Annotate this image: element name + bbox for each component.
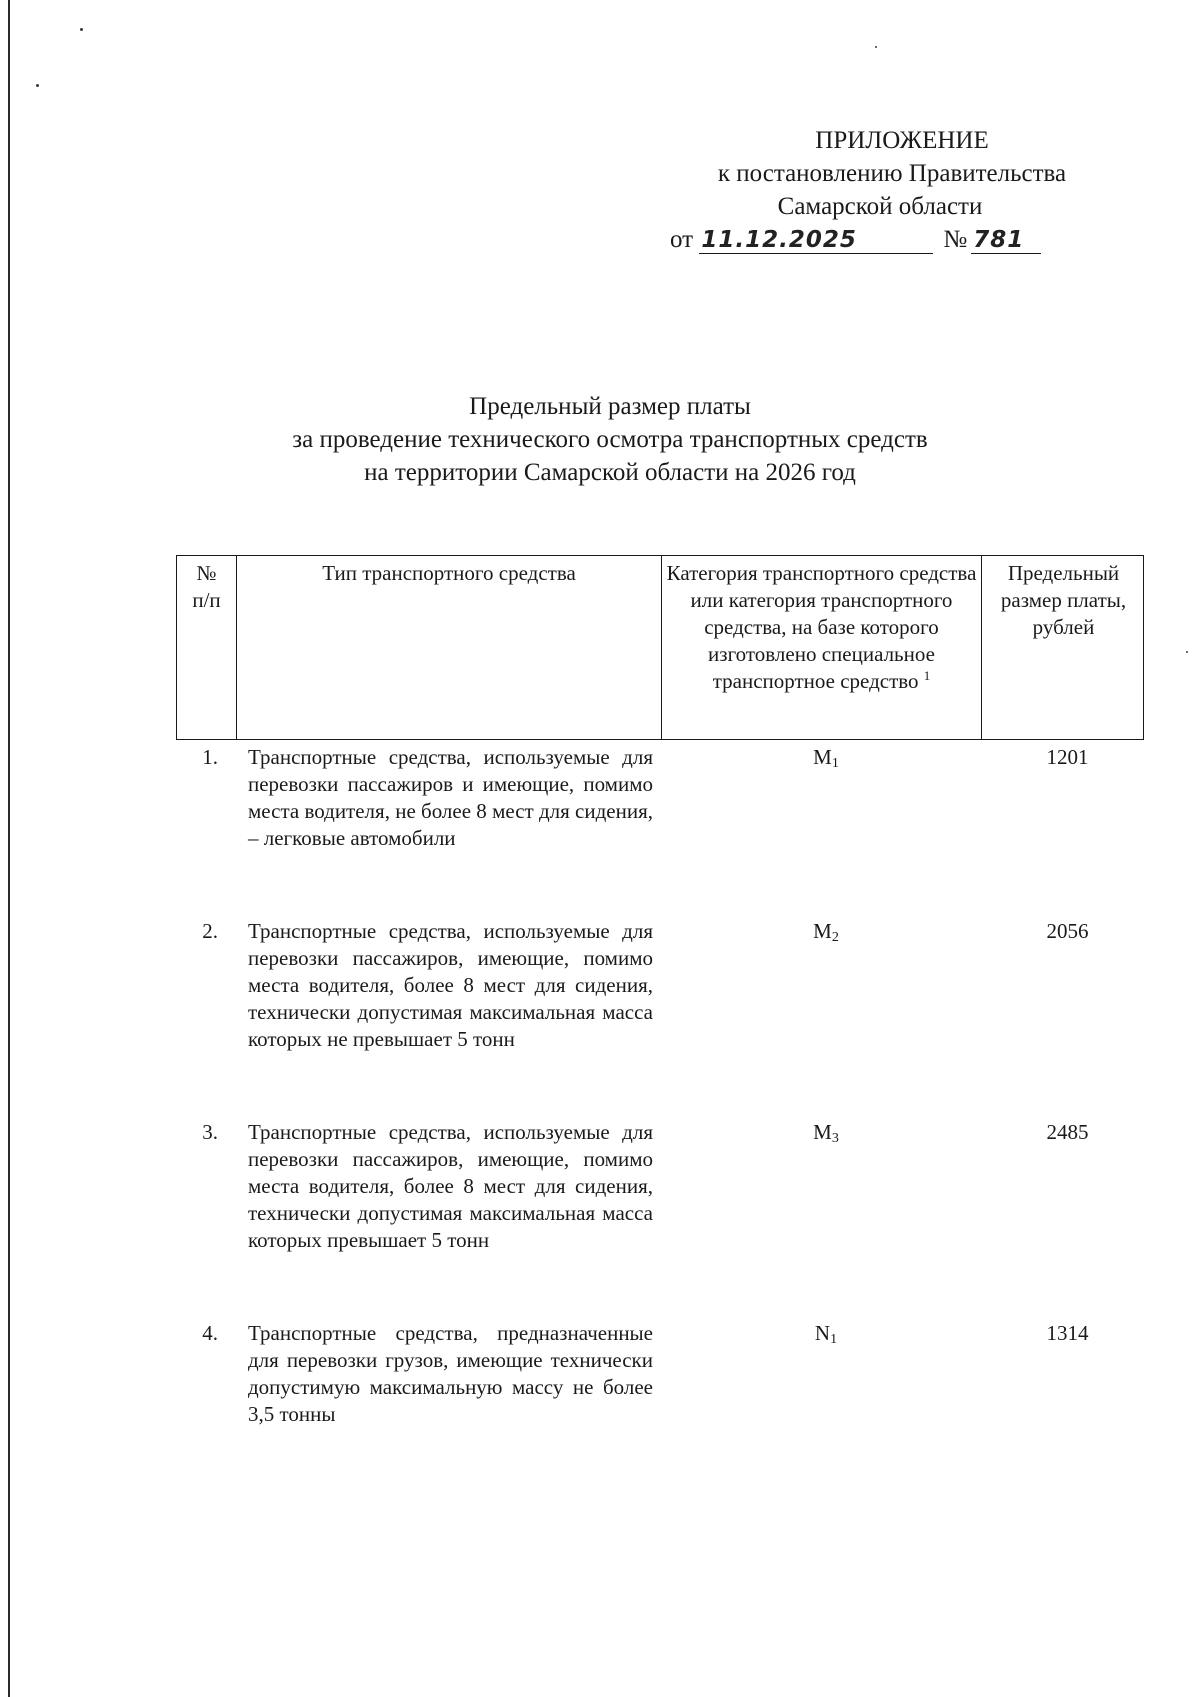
appendix-reference: к постановлению Правительства [717, 160, 1067, 187]
date-prefix: от [670, 226, 694, 253]
title-line-1: Предельный размер платы [469, 393, 751, 420]
table-row [176, 918, 1144, 1115]
handwritten-number: 781 [971, 227, 1041, 254]
row-category [661, 1119, 981, 1316]
header-category-text: Категория транспортного средства или категория транспортного средства, на базе которого изготовлено специальное транспортное средство [666, 561, 977, 693]
row-number: 2. [202, 919, 218, 943]
row-category [661, 744, 981, 914]
row-description: Транспортные средства, используемые для перевозки пассажиров, имеющие, помимо места водителя, более 8 мест для сидения, технически допустимая максимальная масса которых не превышает 5 тонн [248, 919, 653, 1051]
header-number-pp: п/п [192, 588, 221, 612]
row-number: 3. [202, 1120, 218, 1144]
row-fee: 1201 [1046, 745, 1089, 769]
table-row [176, 1320, 1144, 1470]
header-type: Тип транспортного средства [237, 556, 662, 739]
row-number: 1. [202, 745, 218, 769]
row-category [661, 918, 981, 1115]
title-line-2: за проведение технического осмотра транспортных средств [292, 426, 928, 453]
appendix-heading: ПРИЛОЖЕНИЕ [815, 127, 989, 154]
number-sign: № [943, 226, 968, 253]
header-number [177, 556, 237, 739]
category-index: 1 [830, 1332, 838, 1347]
row-fee: 2056 [1046, 919, 1089, 943]
table-header [176, 555, 1144, 740]
category-letter: N [814, 1321, 831, 1345]
category-letter: M [813, 745, 832, 769]
row-fee: 1314 [1046, 1321, 1089, 1345]
category-index: 2 [831, 930, 839, 945]
category-index: 3 [831, 1131, 839, 1146]
header-fee: Предельный размер платы, рублей [1000, 561, 1127, 639]
document-title [200, 390, 1020, 489]
category-letter: M [813, 919, 832, 943]
fee-table [176, 555, 1144, 1470]
scan-speck [80, 28, 83, 31]
appendix-header [640, 124, 1120, 256]
scan-speck [875, 46, 877, 48]
appendix-date-line [640, 223, 1120, 256]
category-letter: M [813, 1120, 832, 1144]
row-number: 4. [202, 1321, 218, 1345]
scan-left-edge [8, 0, 10, 1697]
header-number-sign: № [196, 561, 217, 585]
footnote-marker: 1 [923, 668, 931, 683]
row-category [661, 1320, 981, 1470]
row-description: Транспортные средства, предназначенные для перевозки грузов, имеющие технически допустимую максимальную массу не более 3,5 тонны [248, 1321, 653, 1426]
handwritten-date: 11.12.2025 [699, 227, 933, 254]
table-row [176, 1119, 1144, 1316]
scan-speck [1186, 651, 1188, 653]
row-fee: 2485 [1046, 1120, 1089, 1144]
appendix-region: Самарской области [777, 193, 983, 220]
row-description: Транспортные средства, используемые для перевозки пассажиров и имеющие, помимо места водителя, не более 8 мест для сидения, – легковые автомобили [248, 745, 653, 850]
scan-speck [36, 84, 39, 87]
title-line-3: на территории Самарской области на 2026 год [364, 459, 856, 486]
header-category [662, 556, 982, 739]
category-index: 1 [831, 756, 839, 771]
row-description: Транспортные средства, используемые для перевозки пассажиров, имеющие, помимо места водителя, более 8 мест для сидения, технически допустимая максимальная масса которых превышает 5 тонн [248, 1120, 653, 1252]
table-row [176, 744, 1144, 914]
